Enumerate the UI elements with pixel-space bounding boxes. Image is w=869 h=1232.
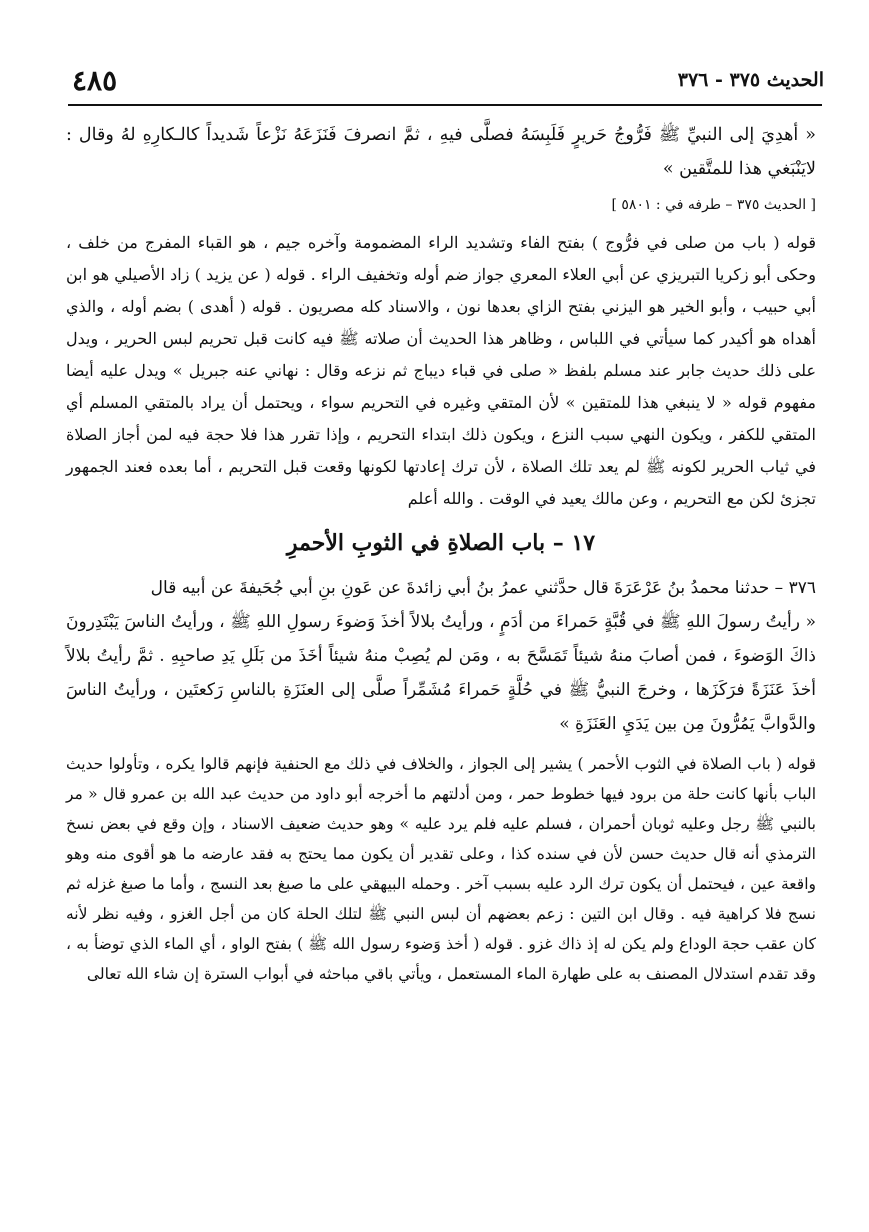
running-title: الحديث ٣٧٥ - ٣٧٦ (677, 69, 824, 91)
hadith-375-text: « أهدِيَ إلى النبيِّ ﷺ فَرُّوجُ حَريرٍ فَلَبِسَهُ فصلَّى فيهِ ، ثمَّ انصرفَ فَنَزَعَهُ نَزْعاً شَديداً كالـكارِهِ لهُ وقال : لايَنْبَغي هذا للمتَّقين » (66, 125, 816, 179)
page-header (72, 62, 824, 98)
hadith-375-reference: [ الحديث ٣٧٥ – طرفه في : ٥٨٠١ ] (611, 197, 816, 213)
header-divider (68, 104, 822, 106)
page-number: ٤٨٥ (72, 63, 118, 97)
hadith-376-text: « رأيتُ رسولَ اللهِ ﷺ في قُبَّةٍ حَمراءَ من أدَمٍ ، ورأيتُ بلالاً أخذَ وَضوءَ رسولِ اللهِ ﷺ ، ورأيتُ الناسَ يَبْتَدِرونَ ذاكَ الوَضوءَ ، فمن أصابَ منهُ شيئاً تَمَسَّحَ به ، ومَن لم يُصِبْ منهُ شيئاً أخَذَ من بَلَلِ يَدِ صاحبِهِ . ثمَّ رأيتُ بلالاً أخذَ عَنَزَةً فرَكَزَها ، وخرجَ النبيُّ ﷺ في حُلَّةٍ حَمراءَ مُشَمِّراً صلَّى إلى العنَزَةِ بالناسِ رَكعتَين ، ورأيتُ الناسَ والدَّوابَّ يَمُرُّونَ مِن بين يَدَيِ العَنَزَةِ » (66, 612, 816, 734)
commentary-375: قوله ( باب من صلى في فرُّوج ) بفتح الفاء وتشديد الراء المضمومة وآخره جيم ، هو القباء المفرج من خلف ، وحكى أبو زكريا التبريزي عن أبي العلاء المعري جواز ضم أوله وتخفيف الراء . قوله ( عن يزيد ) زاد الأصيلي هو ابن أبي حبيب ، وأبو الخير هو اليزني بفتح الزاي بعدها نون ، والاسناد كله مصريون . قوله ( أهدى ) بضم أوله ، والذي أهداه هو أكيدر كما سيأتي في اللباس ، وظاهر هذا الحديث أن صلاته ﷺ فيه كانت قبل تحريم لبس الحرير ، ويدل على ذلك حديث جابر عند مسلم بلفظ « صلى في قباء ديباج ثم نزعه وقال : نهاني عنه جبريل » ويدل عليه أيضا مفهوم قوله « لا ينبغي هذا للمتقين » لأن المتقي وغيره في التحريم سواء ، ويحتمل أن يراد بالمتقي المسلم أي المتقي للكفر ، ويكون النهي سبب النزع ، ويكون ذلك ابتداء التحريم ، وإذا تقرر هذا فلا حجة فيه لمن أجاز الصلاة في ثياب الحرير لكونه ﷺ لم يعد تلك الصلاة ، لأن ترك إعادتها لكونها وقعت قبل التحريم ، أما بعده فعند الجمهور تجزئ لكن مع التحريم ، وعن مالك يعيد في الوقت . والله أعلم (66, 233, 817, 508)
page-body (66, 118, 816, 989)
hadith-376-isnad: ٣٧٦ – حدثنا محمدُ بنُ عَرْعَرَةَ قال حدَّثني عمرُ بنُ أبي زائدةَ عن عَونِ بنِ أبي جُحَيفةَ عن أبيه قال (150, 578, 816, 598)
chapter-17-heading: ١٧ – باب الصلاةِ في الثوبِ الأحمرِ (286, 530, 596, 556)
commentary-376: قوله ( باب الصلاة في الثوب الأحمر ) يشير إلى الجواز ، والخلاف في ذلك مع الحنفية فإنهم قالوا يكره ، وتأولوا حديث الباب بأنها كانت حلة من برود فيها خطوط حمر ، ومن أدلتهم ما أخرجه أبو داود من حديث عبد الله بن عمرو قال « مر بالنبي ﷺ رجل وعليه ثوبان أحمران ، فسلم عليه فلم يرد عليه » وهو حديث ضعيف الاسناد ، وإن وقع في بعض نسخ الترمذي أنه قال حديث حسن لأن في سنده كذا ، وعلى تقدير أن يكون مما يحتج به فقد عارضه ما هو أقوى منه وهو واقعة عين ، فيحتمل أن يكون ترك الرد عليه بسبب آخر . وحمله البيهقي على ما صبغ بعد النسج ، وأما ما صبغ غزله ثم نسج فلا كراهية فيه . وقال ابن التين : زعم بعضهم أن لبس النبي ﷺ لتلك الحلة كان من أجل الغزو ، وفيه نظر لأنه كان عقب حجة الوداع ولم يكن له إذ ذاك غزو . قوله ( أخذ وَضوء رسول الله ﷺ ) بفتح الواو ، أي الماء الذي توضأ به ، وقد تقدم استدلال المصنف به على طهارة الماء المستعمل ، ويأتي باقي مباحثه في أبواب السترة إن شاء الله تعالى (66, 755, 816, 983)
